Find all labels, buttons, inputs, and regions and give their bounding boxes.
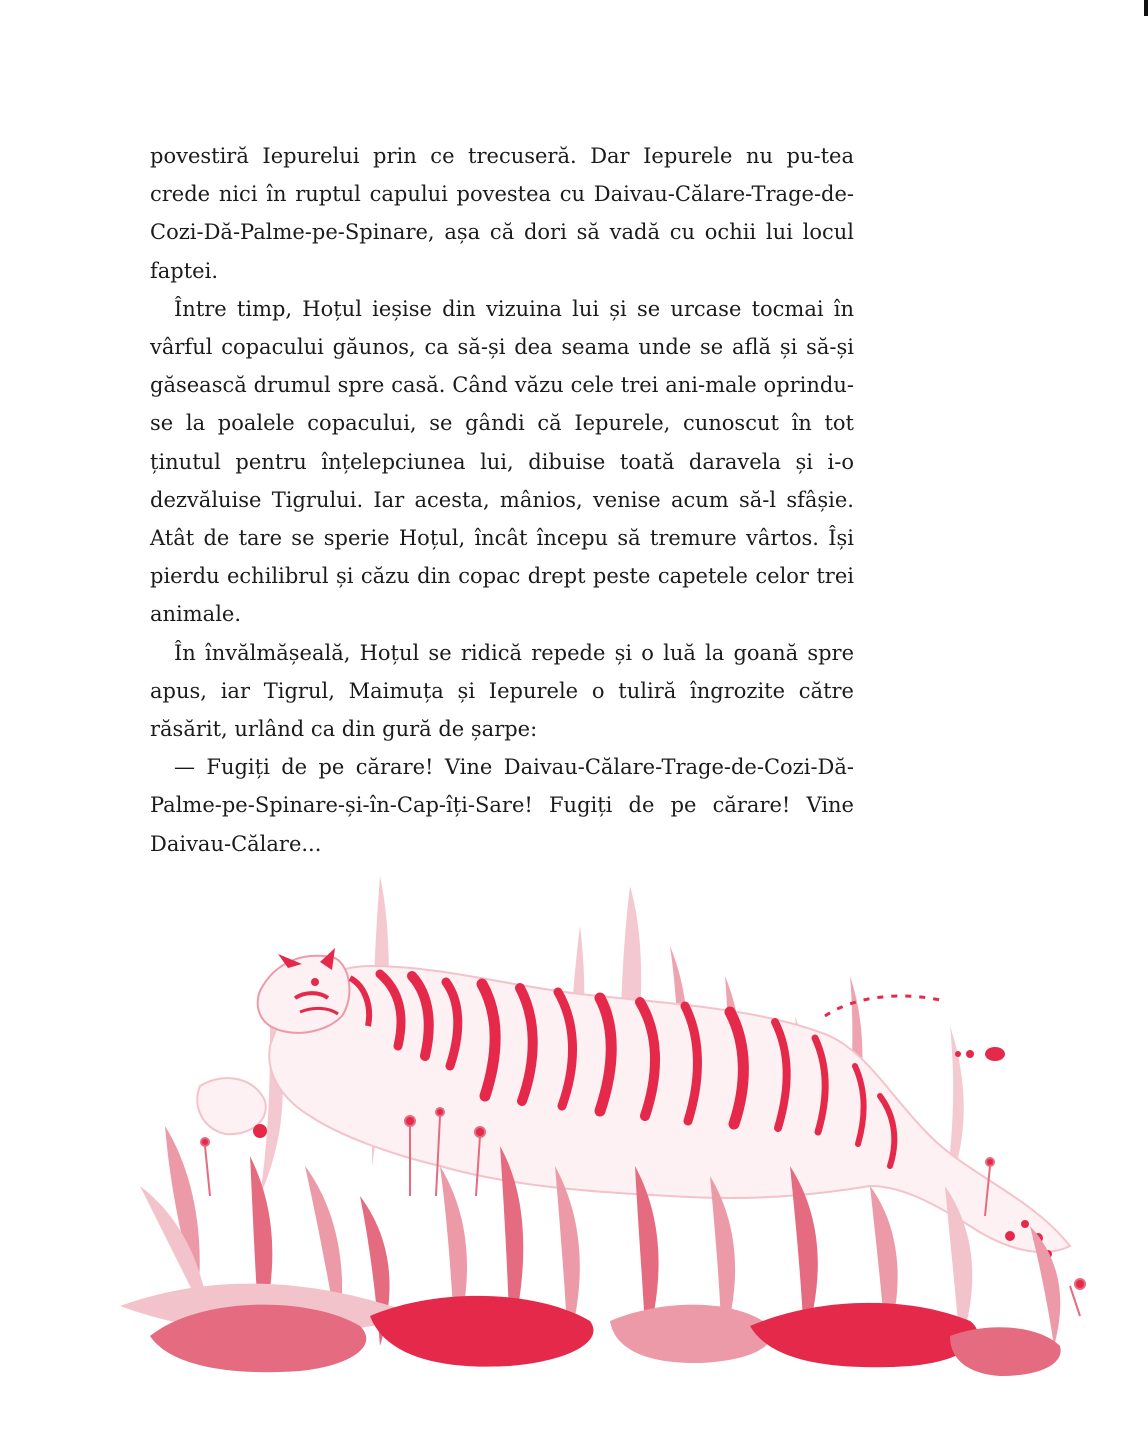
paragraph-3: În învălmășeală, Hoțul se ridică repede și o luă la goană spre apus, iar Tigrul, Maimuța și Iepurele o tuliră îngrozite către răsărit, urlând ca din gură de șarpe: xyxy=(150,640,854,742)
puddles xyxy=(150,1296,1061,1376)
paragraph-1: povestiră Iepurelui prin ce trecuseră. Dar Iepurele nu pu-tea crede nici în ruptul capului povestea cu Daivau-Călare-Trage-de-Cozi-Dă-Palme-pe-Spinare, așa că dori să vadă cu ochii lui locul faptei. xyxy=(150,144,854,283)
paragraph-2: Între timp, Hoțul ieșise din vizuina lui și se urcase tocmai în vârful copacului găunos, ca să-și dea seama unde se află și să-și găsească drumul spre casă. Când văzu cele trei ani-male oprindu-se la poalele copacului, se gândi că Iepurele, cunoscut în tot ținutul pentru înțelepciunea lui, dibuise toată daravela și i-o dezvăluise Tigrului. Iar acesta, mânios, venise acum să-l sfâșie. Atât de tare se sperie Hoțul, încât începu să tremure vârtos. Își pierdu echilibrul și căzu din copac drept peste capetele celor trei animale. xyxy=(150,296,854,627)
tiger-in-grass-watercolor-icon xyxy=(110,866,1110,1396)
page-edge-mark xyxy=(1144,0,1148,16)
story-text xyxy=(150,137,854,863)
paragraph-4: — Fugiți de pe cărare! Vine Daivau-Călare-Trage-de-Cozi-Dă-Palme-pe-Spinare-și-în-Cap-îți-Sare! Fugiți de pe cărare! Vine Daivau-Călare... xyxy=(150,755,854,856)
